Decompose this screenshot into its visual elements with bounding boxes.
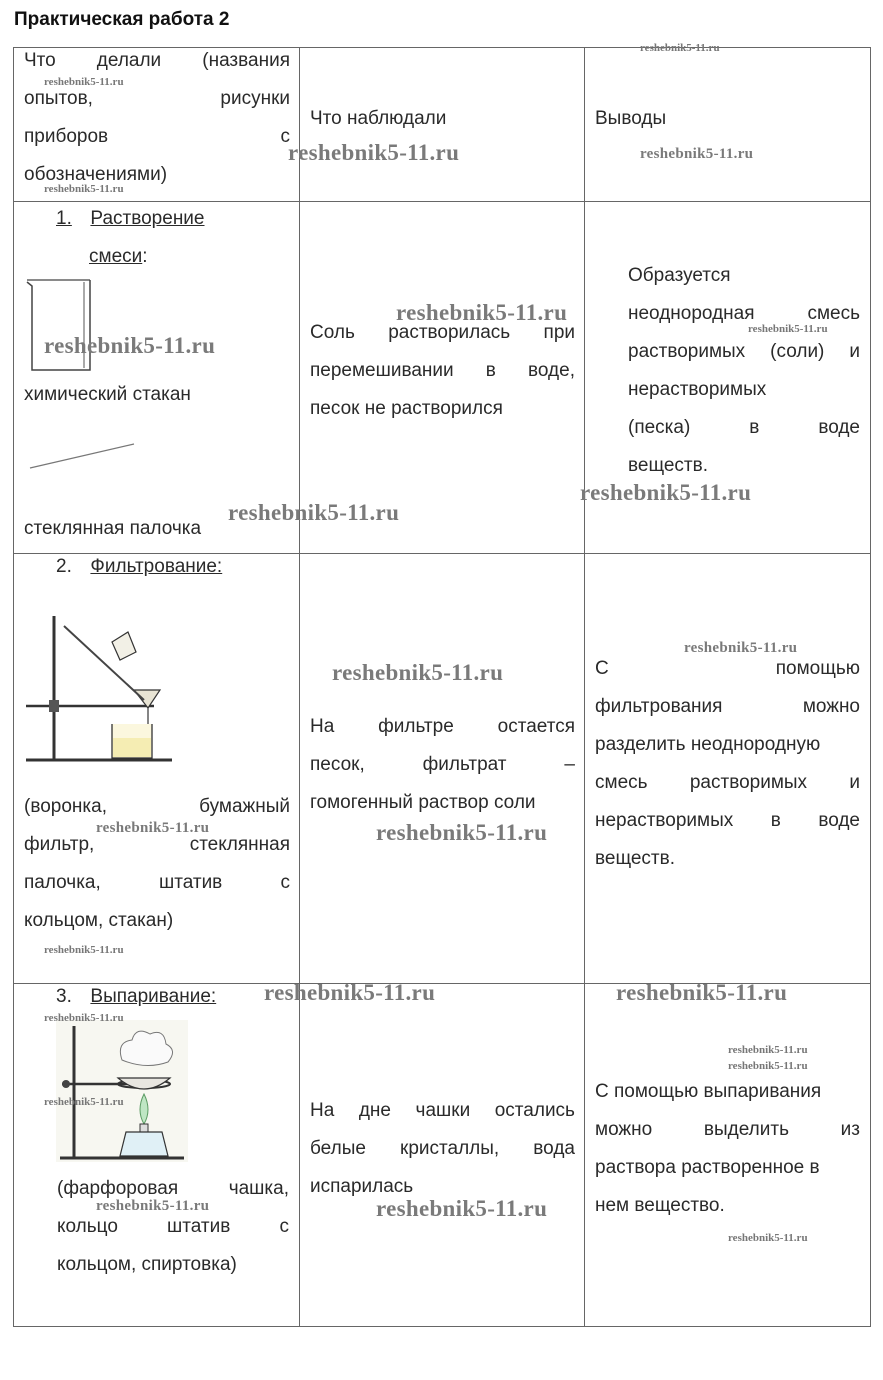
practical-work-table <box>13 47 871 1327</box>
row1-conclusion-line1: Образуется <box>628 265 731 286</box>
watermark: reshebnik5-11.ru <box>640 42 720 54</box>
header-line-4: обозначениями) <box>24 164 168 185</box>
watermark: reshebnik5-11.ru <box>728 1060 808 1072</box>
row3-observed-line3: испарилась <box>310 1176 414 1197</box>
row1-name-tail: : <box>142 246 148 267</box>
watermark: reshebnik5-11.ru <box>44 183 124 195</box>
evaporation-apparatus-icon <box>56 1020 188 1162</box>
row3-observed <box>300 984 585 1327</box>
header-line-1: Что делали (названия <box>24 50 290 71</box>
row2-equipment-line3: палочка, штатив с <box>24 872 290 893</box>
row2-conclusion-line3: разделить неоднородную <box>595 734 821 755</box>
row2-equipment-line2: фильтр, стеклянная <box>24 834 290 855</box>
row1-observed-line2: перемешивании в воде, <box>310 360 575 381</box>
header-conclusions-text: Выводы <box>595 108 667 129</box>
row1-name: Растворение <box>90 208 205 229</box>
row3-number: 3. <box>56 986 72 1007</box>
row2-conclusion <box>585 554 871 984</box>
watermark: reshebnik5-11.ru <box>44 1012 124 1024</box>
watermark: reshebnik5-11.ru <box>288 140 460 165</box>
row2-number: 2. <box>56 556 72 577</box>
label-beaker: химический стакан <box>24 384 191 405</box>
watermark: reshebnik5-11.ru <box>616 980 788 1005</box>
filtration-apparatus-icon <box>24 612 174 764</box>
row3-conclusion-line1: С помощью выпаривания <box>595 1081 822 1102</box>
watermark: reshebnik5-11.ru <box>332 660 504 685</box>
row2-conclusion-line5: нерастворимых в воде <box>595 810 860 831</box>
watermark: reshebnik5-11.ru <box>228 500 400 525</box>
row2-what-done <box>14 554 300 984</box>
watermark: reshebnik5-11.ru <box>96 820 210 836</box>
row1-conclusion-line5: (песка) в воде <box>628 417 860 438</box>
header-what-done <box>14 48 300 202</box>
watermark: reshebnik5-11.ru <box>44 333 216 358</box>
header-what-observed <box>300 48 585 202</box>
row3-equipment-line3: кольцом, спиртовка) <box>57 1254 237 1275</box>
row1-what-done <box>14 202 300 554</box>
watermark: reshebnik5-11.ru <box>264 980 436 1005</box>
watermark: reshebnik5-11.ru <box>44 944 124 956</box>
row3-observed-line1: На дне чашки остались <box>310 1100 575 1121</box>
table-row <box>14 202 871 554</box>
row1-number: 1. <box>56 208 72 229</box>
watermark: reshebnik5-11.ru <box>376 1196 548 1221</box>
watermark: reshebnik5-11.ru <box>684 640 798 656</box>
page-title: Практическая работа 2 <box>14 9 230 30</box>
watermark: reshebnik5-11.ru <box>44 1096 124 1108</box>
row2-conclusion-line6: веществ. <box>595 848 676 869</box>
glass-rod-icon <box>28 438 138 472</box>
row2-observed-line1: На фильтре остается <box>310 716 575 737</box>
row3-equipment-line1: (фарфоровая чашка, <box>57 1178 289 1199</box>
row3-name: Выпаривание: <box>90 986 217 1007</box>
row3-conclusion <box>585 984 871 1327</box>
watermark: reshebnik5-11.ru <box>640 146 754 162</box>
row1-observed <box>300 202 585 554</box>
header-conclusions <box>585 48 871 202</box>
row1-name-line2: смеси <box>89 246 143 267</box>
row3-conclusion-line4: нем вещество. <box>595 1195 725 1216</box>
row3-conclusion-line2: можно выделить из <box>595 1119 860 1140</box>
row2-conclusion-line2: фильтрования можно <box>595 696 860 717</box>
row2-conclusion-line1: С помощью <box>595 658 860 679</box>
row3-what-done <box>14 984 300 1327</box>
row1-conclusion-line4: нерастворимых <box>628 379 767 400</box>
header-observed-text: Что наблюдали <box>310 108 447 129</box>
watermark: reshebnik5-11.ru <box>376 820 548 845</box>
beaker-icon <box>24 276 94 376</box>
row2-observed-line2: песок, фильтрат – <box>310 754 575 775</box>
row1-observed-line1: Соль растворилась при <box>310 322 575 343</box>
row2-conclusion-line4: смесь растворимых и <box>595 772 860 793</box>
row3-conclusion-line3: раствора растворенное в <box>595 1157 820 1178</box>
header-line-2: опытов, рисунки <box>24 88 290 109</box>
watermark: reshebnik5-11.ru <box>396 300 568 325</box>
row2-equipment-line1: (воронка, бумажный <box>24 796 290 817</box>
table-row <box>14 984 871 1327</box>
watermark: reshebnik5-11.ru <box>96 1198 210 1214</box>
watermark: reshebnik5-11.ru <box>44 76 124 88</box>
watermark: reshebnik5-11.ru <box>748 323 828 335</box>
row1-conclusion <box>585 202 871 554</box>
watermark: reshebnik5-11.ru <box>728 1232 808 1244</box>
row3-equipment-line2: кольцо штатив с <box>57 1216 289 1237</box>
row1-conclusion-line3: растворимых (соли) и <box>628 341 860 362</box>
table-header-row <box>14 48 871 202</box>
row2-observed <box>300 554 585 984</box>
header-line-3: приборов с <box>24 126 290 147</box>
row1-conclusion-line2: неоднородная смесь <box>628 303 860 324</box>
row2-observed-line3: гомогенный раствор соли <box>310 792 536 813</box>
watermark: reshebnik5-11.ru <box>580 480 752 505</box>
watermark: reshebnik5-11.ru <box>728 1044 808 1056</box>
row2-name: Фильтрование: <box>90 556 223 577</box>
row3-observed-line2: белые кристаллы, вода <box>310 1138 575 1159</box>
table-row <box>14 554 871 984</box>
label-glass-rod: стеклянная палочка <box>24 518 202 539</box>
row2-equipment-line4: кольцом, стакан) <box>24 910 174 931</box>
row1-observed-line3: песок не растворился <box>310 398 503 419</box>
row1-conclusion-line6: веществ. <box>628 455 709 476</box>
